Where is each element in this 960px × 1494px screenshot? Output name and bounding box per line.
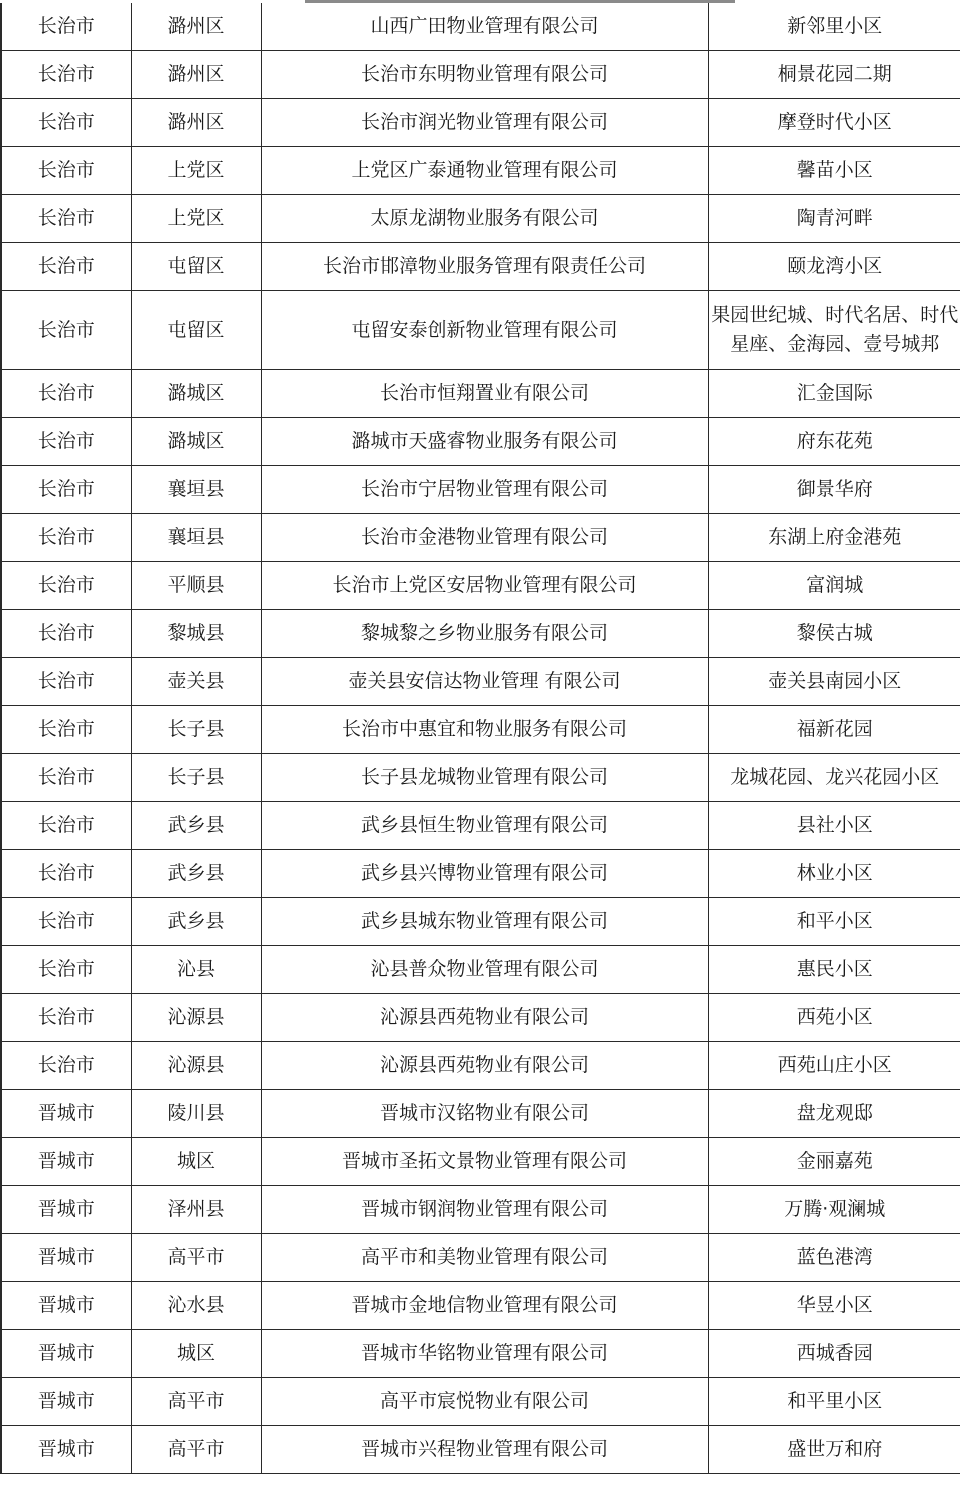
- community-cell: 和平小区: [708, 898, 960, 946]
- district-cell: 潞州区: [131, 51, 261, 99]
- table-row: [1, 1090, 960, 1138]
- district-cell: 长子县: [131, 754, 261, 802]
- district-cell: 泽州县: [131, 1186, 261, 1234]
- table-row: [1, 1138, 960, 1186]
- company-cell: 上党区广泰通物业管理有限公司: [261, 147, 708, 195]
- city-cell: 长治市: [1, 51, 131, 99]
- district-cell: 屯留区: [131, 291, 261, 370]
- company-cell: 长治市金港物业管理有限公司: [261, 514, 708, 562]
- city-cell: 长治市: [1, 147, 131, 195]
- district-cell: 平顺县: [131, 562, 261, 610]
- city-cell: 长治市: [1, 370, 131, 418]
- city-cell: 长治市: [1, 946, 131, 994]
- community-cell: 盘龙观邸: [708, 1090, 960, 1138]
- company-cell: 长治市润光物业管理有限公司: [261, 99, 708, 147]
- company-cell: 长治市宁居物业管理有限公司: [261, 466, 708, 514]
- community-cell: 果园世纪城、时代名居、时代星座、金海园、壹号城邦: [708, 291, 960, 370]
- city-cell: 长治市: [1, 850, 131, 898]
- community-cell: 福新花园: [708, 706, 960, 754]
- district-cell: 上党区: [131, 195, 261, 243]
- city-cell: 长治市: [1, 802, 131, 850]
- community-cell: 惠民小区: [708, 946, 960, 994]
- table-row: [1, 562, 960, 610]
- city-cell: 长治市: [1, 99, 131, 147]
- community-cell: 御景华府: [708, 466, 960, 514]
- district-cell: 武乡县: [131, 802, 261, 850]
- table-row: [1, 1282, 960, 1330]
- company-cell: 沁县普众物业管理有限公司: [261, 946, 708, 994]
- community-cell: 壶关县南园小区: [708, 658, 960, 706]
- table-row: [1, 99, 960, 147]
- city-cell: 长治市: [1, 3, 131, 51]
- city-cell: 长治市: [1, 291, 131, 370]
- district-cell: 壶关县: [131, 658, 261, 706]
- table-body: [1, 3, 960, 1474]
- district-cell: 城区: [131, 1330, 261, 1378]
- table-row: [1, 1378, 960, 1426]
- district-cell: 襄垣县: [131, 514, 261, 562]
- table-row: [1, 802, 960, 850]
- community-cell: 华昱小区: [708, 1282, 960, 1330]
- district-cell: 黎城县: [131, 610, 261, 658]
- district-cell: 襄垣县: [131, 466, 261, 514]
- company-cell: 黎城黎之乡物业服务有限公司: [261, 610, 708, 658]
- table-row: [1, 3, 960, 51]
- company-cell: 长治市中惠宜和物业服务有限公司: [261, 706, 708, 754]
- company-cell: 沁源县西苑物业有限公司: [261, 994, 708, 1042]
- table-row: [1, 898, 960, 946]
- city-cell: 长治市: [1, 418, 131, 466]
- community-cell: 颐龙湾小区: [708, 243, 960, 291]
- city-cell: 长治市: [1, 898, 131, 946]
- company-cell: 晋城市金地信物业管理有限公司: [261, 1282, 708, 1330]
- community-cell: 林业小区: [708, 850, 960, 898]
- community-cell: 西苑小区: [708, 994, 960, 1042]
- city-cell: 晋城市: [1, 1330, 131, 1378]
- table-row: [1, 370, 960, 418]
- community-cell: 新邻里小区: [708, 3, 960, 51]
- district-cell: 潞城区: [131, 370, 261, 418]
- city-cell: 长治市: [1, 195, 131, 243]
- community-cell: 西城香园: [708, 1330, 960, 1378]
- company-cell: 长治市上党区安居物业管理有限公司: [261, 562, 708, 610]
- company-cell: 晋城市钢润物业管理有限公司: [261, 1186, 708, 1234]
- company-cell: 晋城市华铭物业管理有限公司: [261, 1330, 708, 1378]
- city-cell: 长治市: [1, 658, 131, 706]
- company-cell: 晋城市兴程物业管理有限公司: [261, 1426, 708, 1474]
- table-row: [1, 994, 960, 1042]
- table-row: [1, 466, 960, 514]
- city-cell: 长治市: [1, 1042, 131, 1090]
- city-cell: 晋城市: [1, 1186, 131, 1234]
- district-cell: 潞州区: [131, 99, 261, 147]
- table-row: [1, 243, 960, 291]
- city-cell: 晋城市: [1, 1282, 131, 1330]
- community-cell: 万腾·观澜城: [708, 1186, 960, 1234]
- district-cell: 潞城区: [131, 418, 261, 466]
- table-row: [1, 514, 960, 562]
- city-cell: 晋城市: [1, 1090, 131, 1138]
- community-cell: 富润城: [708, 562, 960, 610]
- district-cell: 高平市: [131, 1234, 261, 1282]
- district-cell: 城区: [131, 1138, 261, 1186]
- table-row: [1, 706, 960, 754]
- community-cell: 陶青河畔: [708, 195, 960, 243]
- community-cell: 蓝色港湾: [708, 1234, 960, 1282]
- company-cell: 长治市东明物业管理有限公司: [261, 51, 708, 99]
- district-cell: 沁水县: [131, 1282, 261, 1330]
- table-row: [1, 1330, 960, 1378]
- community-cell: 盛世万和府: [708, 1426, 960, 1474]
- company-cell: 沁源县西苑物业有限公司: [261, 1042, 708, 1090]
- company-cell: 长子县龙城物业管理有限公司: [261, 754, 708, 802]
- table-row: [1, 418, 960, 466]
- district-cell: 高平市: [131, 1378, 261, 1426]
- community-cell: 汇金国际: [708, 370, 960, 418]
- community-cell: 龙城花园、龙兴花园小区: [708, 754, 960, 802]
- city-cell: 长治市: [1, 754, 131, 802]
- city-cell: 晋城市: [1, 1378, 131, 1426]
- company-cell: 壶关县安信达物业管理 有限公司: [261, 658, 708, 706]
- company-cell: 长治市恒翔置业有限公司: [261, 370, 708, 418]
- district-cell: 武乡县: [131, 850, 261, 898]
- company-cell: 晋城市圣拓文景物业管理有限公司: [261, 1138, 708, 1186]
- district-cell: 武乡县: [131, 898, 261, 946]
- company-cell: 武乡县城东物业管理有限公司: [261, 898, 708, 946]
- community-cell: 府东花苑: [708, 418, 960, 466]
- district-cell: 高平市: [131, 1426, 261, 1474]
- table-row: [1, 658, 960, 706]
- community-cell: 黎侯古城: [708, 610, 960, 658]
- city-cell: 晋城市: [1, 1234, 131, 1282]
- company-cell: 高平市和美物业管理有限公司: [261, 1234, 708, 1282]
- community-cell: 金丽嘉苑: [708, 1138, 960, 1186]
- city-cell: 长治市: [1, 610, 131, 658]
- company-cell: 太原龙湖物业服务有限公司: [261, 195, 708, 243]
- table-row: [1, 291, 960, 370]
- table-row: [1, 1426, 960, 1474]
- table-row: [1, 1234, 960, 1282]
- city-cell: 晋城市: [1, 1426, 131, 1474]
- district-cell: 沁源县: [131, 1042, 261, 1090]
- property-company-table: [0, 3, 960, 1474]
- city-cell: 长治市: [1, 994, 131, 1042]
- company-cell: 武乡县兴博物业管理有限公司: [261, 850, 708, 898]
- district-cell: 屯留区: [131, 243, 261, 291]
- district-cell: 潞州区: [131, 3, 261, 51]
- city-cell: 长治市: [1, 514, 131, 562]
- table-row: [1, 850, 960, 898]
- district-cell: 上党区: [131, 147, 261, 195]
- company-cell: 长治市邯漳物业服务管理有限责任公司: [261, 243, 708, 291]
- community-cell: 馨苗小区: [708, 147, 960, 195]
- city-cell: 长治市: [1, 243, 131, 291]
- company-cell: 晋城市汉铭物业有限公司: [261, 1090, 708, 1138]
- table-row: [1, 147, 960, 195]
- city-cell: 长治市: [1, 706, 131, 754]
- company-cell: 武乡县恒生物业管理有限公司: [261, 802, 708, 850]
- city-cell: 长治市: [1, 466, 131, 514]
- table-row: [1, 754, 960, 802]
- table-row: [1, 1042, 960, 1090]
- community-cell: 西苑山庄小区: [708, 1042, 960, 1090]
- company-cell: 潞城市天盛睿物业服务有限公司: [261, 418, 708, 466]
- city-cell: 晋城市: [1, 1138, 131, 1186]
- table-row: [1, 1186, 960, 1234]
- district-cell: 陵川县: [131, 1090, 261, 1138]
- district-cell: 沁源县: [131, 994, 261, 1042]
- table-row: [1, 51, 960, 99]
- city-cell: 长治市: [1, 562, 131, 610]
- table-row: [1, 946, 960, 994]
- table-row: [1, 195, 960, 243]
- community-cell: 县社小区: [708, 802, 960, 850]
- district-cell: 长子县: [131, 706, 261, 754]
- community-cell: 东湖上府金港苑: [708, 514, 960, 562]
- company-cell: 山西广田物业管理有限公司: [261, 3, 708, 51]
- company-cell: 屯留安泰创新物业管理有限公司: [261, 291, 708, 370]
- company-cell: 高平市宸悦物业有限公司: [261, 1378, 708, 1426]
- community-cell: 桐景花园二期: [708, 51, 960, 99]
- community-cell: 摩登时代小区: [708, 99, 960, 147]
- community-cell: 和平里小区: [708, 1378, 960, 1426]
- district-cell: 沁县: [131, 946, 261, 994]
- table-row: [1, 610, 960, 658]
